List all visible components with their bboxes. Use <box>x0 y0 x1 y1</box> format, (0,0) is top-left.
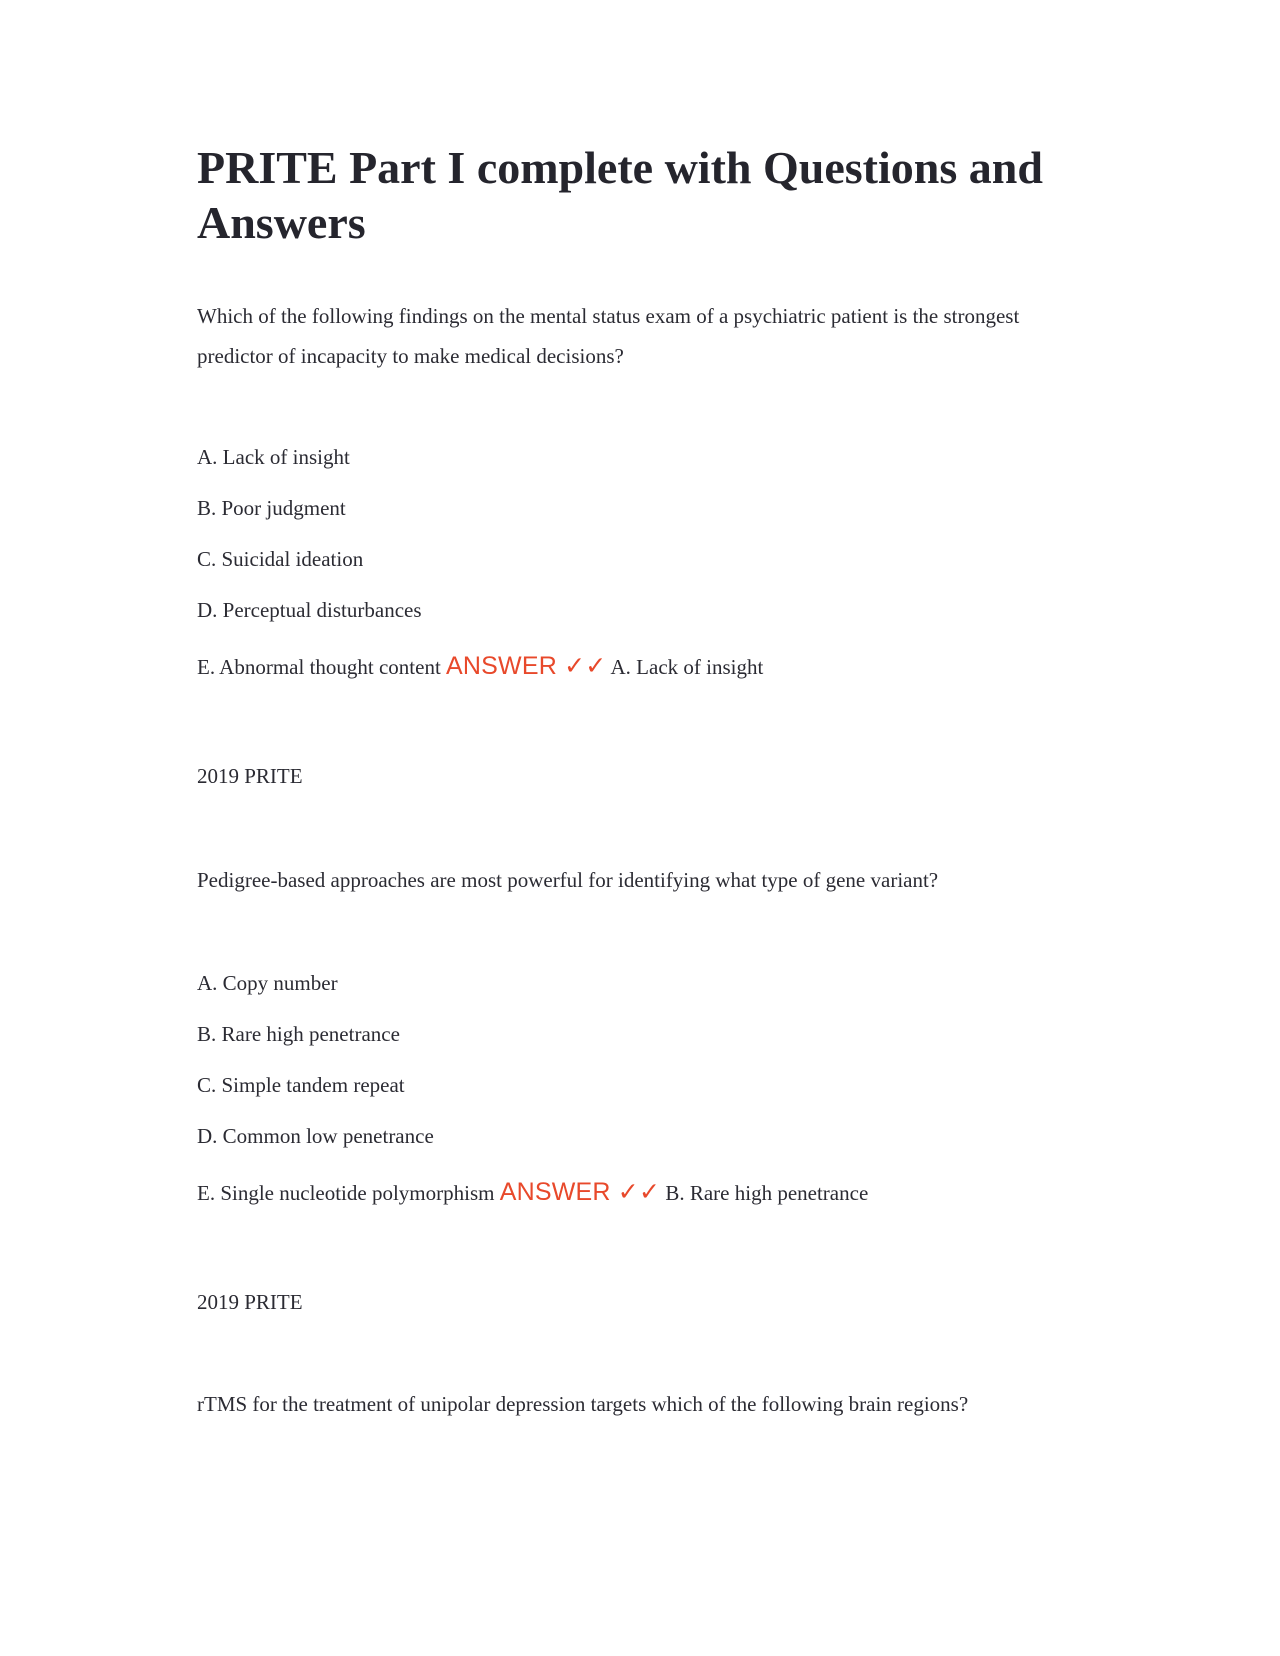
question-2-source: 2019 PRITE <box>197 1290 303 1314</box>
question-1-text: Which of the following findings on the mental status exam of a psychiatric patient is the strongest predictor of incapacity to make medical decisions? <box>197 304 1020 368</box>
page-title: PRITE Part I complete with Questions and Answers <box>197 142 1043 248</box>
question-2-option-c: C. Simple tandem repeat <box>197 1073 405 1097</box>
question-2-option-b: B. Rare high penetrance <box>197 1022 400 1046</box>
question-2-option-e-line <box>197 1178 868 1207</box>
question-2-option-d: D. Common low penetrance <box>197 1124 434 1148</box>
question-2-option-a: A. Copy number <box>197 971 338 995</box>
question-1-option-d: D. Perceptual disturbances <box>197 598 422 622</box>
question-1-option-b: B. Poor judgment <box>197 496 346 520</box>
question-1-option-e-line <box>197 652 763 681</box>
question-1-answer: A. Lack of insight <box>610 655 764 679</box>
question-1-option-a: A. Lack of insight <box>197 445 350 469</box>
question-2-answer-label: ANSWER ✓✓ <box>499 1178 661 1206</box>
question-1-source: 2019 PRITE <box>197 764 303 788</box>
question-2-answer: B. Rare high penetrance <box>665 1181 869 1205</box>
question-1-answer-label: ANSWER ✓✓ <box>446 652 607 680</box>
question-2-option-e: E. Single nucleotide polymorphism <box>197 1181 495 1205</box>
question-1-option-e: E. Abnormal thought content <box>197 655 441 679</box>
question-1-option-c: C. Suicidal ideation <box>197 547 364 571</box>
question-3-text: rTMS for the treatment of unipolar depression targets which of the following brain regions? <box>197 1392 969 1416</box>
question-2-text: Pedigree-based approaches are most powerful for identifying what type of gene variant? <box>197 868 939 892</box>
